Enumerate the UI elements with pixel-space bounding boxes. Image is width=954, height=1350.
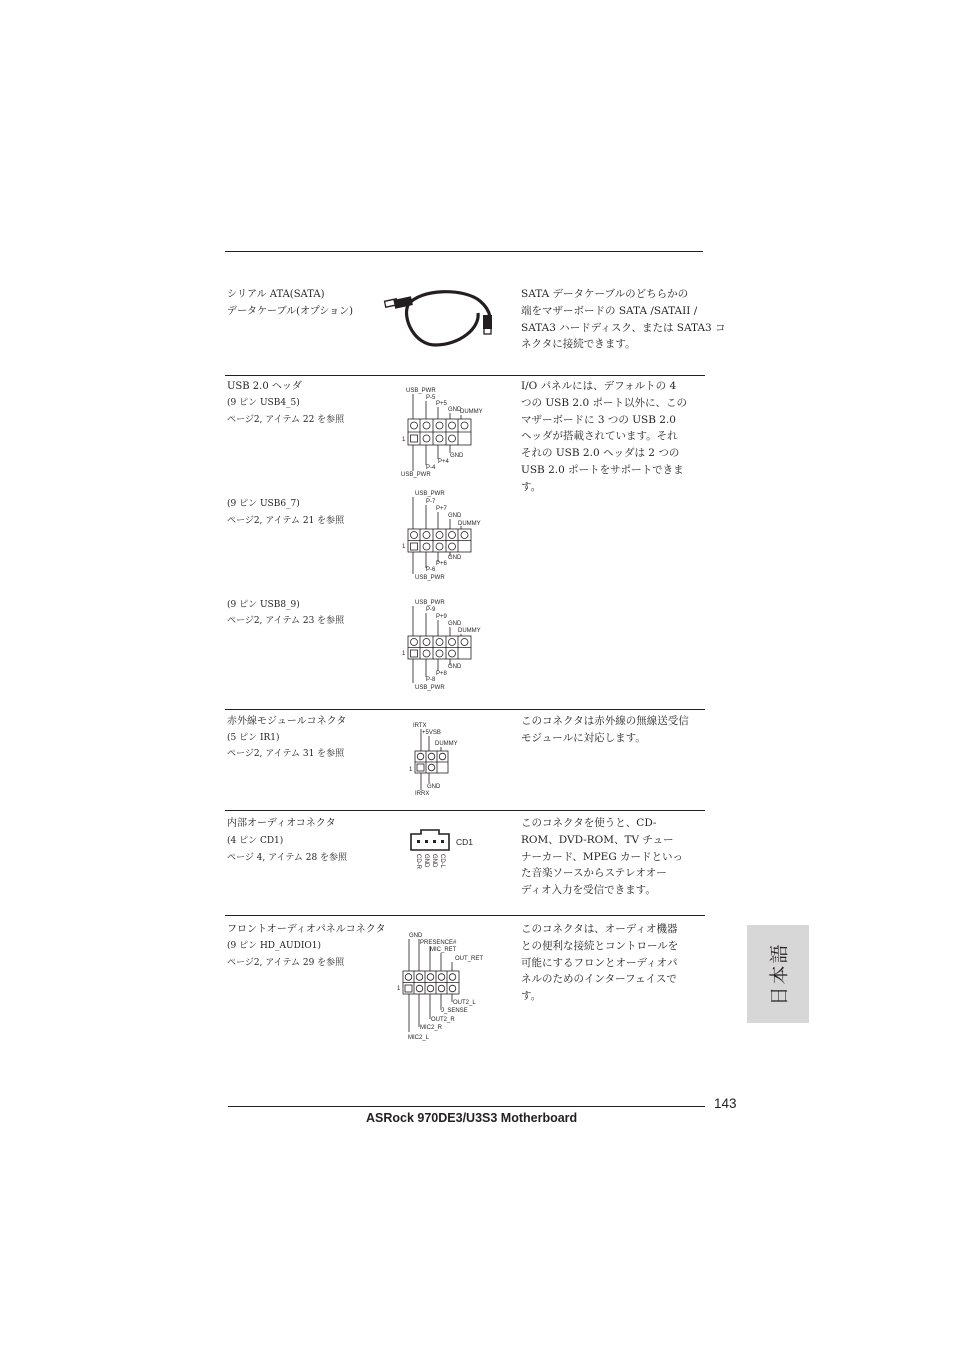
hdaudio-pins: (9 ピン HD_AUDIO1) bbox=[227, 941, 321, 951]
ir-description bbox=[521, 713, 713, 747]
usb-pwr-label: USB_PWR bbox=[401, 472, 431, 478]
cd-title: 内部オーディオコネクタ bbox=[227, 818, 336, 829]
section-divider bbox=[225, 375, 705, 376]
top-rule bbox=[225, 251, 703, 252]
usb89-pins: (9 ピン USB8_9) bbox=[227, 600, 300, 610]
p-minus-label: P-5 bbox=[426, 395, 436, 401]
ir-title: 赤外線モジュールコネクタ bbox=[227, 716, 347, 727]
sata-cable-illustration bbox=[380, 283, 510, 353]
gnd-label: GND bbox=[448, 407, 462, 413]
pin1-label: 1 bbox=[402, 651, 406, 657]
mic2-l-label: MIC2_L bbox=[408, 1035, 430, 1041]
section-divider bbox=[225, 915, 705, 916]
out-ret-label: OUT_RET bbox=[455, 956, 484, 962]
language-tab bbox=[747, 925, 809, 1023]
sata-description bbox=[521, 286, 726, 353]
page-number: 143 bbox=[714, 1096, 737, 1111]
gnd-label: GND bbox=[431, 854, 437, 868]
sata-desc-line: SATA データケーブルのどちらかの bbox=[521, 288, 689, 300]
j-sense-label: J_SENSE bbox=[441, 1008, 468, 1014]
p-minus-label: P-7 bbox=[426, 499, 436, 505]
usb45-pins: (9 ピン USB4_5) bbox=[227, 398, 300, 408]
out2-l-label: OUT2_L bbox=[453, 1000, 476, 1006]
p-plus-label: P+6 bbox=[436, 561, 447, 567]
sata-desc-line: SATA3 ハードディスク、または SATA3 コ bbox=[521, 321, 726, 334]
gnd-label: GND bbox=[448, 664, 462, 670]
gnd-label: GND bbox=[423, 854, 429, 868]
usb-pwr-label: USB_PWR bbox=[415, 600, 445, 606]
section-divider bbox=[225, 709, 705, 710]
mic2-r-label: MIC2_R bbox=[420, 1025, 443, 1031]
section-divider bbox=[225, 810, 705, 811]
usb-desc-line: つの USB 2.0 ポート以外に、この bbox=[521, 396, 687, 409]
usb-desc-line: マザーボードに 3 つの USB 2.0 bbox=[521, 413, 676, 426]
footer-product-title: ASRock 970DE3/U3S3 Motherboard bbox=[366, 1111, 578, 1125]
usb-title: USB 2.0 ヘッダ bbox=[227, 381, 302, 392]
ir-desc-line: モジュールに対応します。 bbox=[521, 731, 646, 744]
hdaudio-desc-line: との便利な接続とコントロールを bbox=[521, 939, 679, 952]
usb-desc-line: す。 bbox=[521, 480, 542, 493]
usb-pwr-label: USB_PWR bbox=[406, 388, 436, 394]
usb67-ref: ページ2, アイテム 21 を参照 bbox=[227, 516, 345, 526]
cd-ref: ページ 4, アイテム 28 を参照 bbox=[227, 853, 348, 863]
presence-label: PRESENCE# bbox=[420, 940, 457, 946]
dummy-label: DUMMY bbox=[460, 409, 483, 415]
cd-r-label: CD-R bbox=[415, 854, 421, 869]
pin1-label: 1 bbox=[397, 986, 401, 992]
p-plus-label: P+7 bbox=[436, 506, 447, 512]
usb-desc-line: I/O パネルには、デフォルトの 4 bbox=[521, 380, 677, 392]
usb89-ref: ページ2, アイテム 23 を参照 bbox=[227, 616, 345, 626]
cd-desc-line: ナーカード、MPEG カードといっ bbox=[521, 850, 684, 863]
hdaudio-desc-line: このコネクタは、オーディオ機器 bbox=[521, 923, 678, 935]
hdaudio-header-diagram bbox=[395, 926, 495, 1044]
cd-description bbox=[521, 815, 713, 899]
hdaudio-desc-line: す。 bbox=[521, 990, 542, 1003]
cd-desc-line: このコネクタを使うと、CD- bbox=[521, 817, 657, 829]
usb-pwr-label: USB_PWR bbox=[415, 575, 445, 581]
dummy-label: DUMMY bbox=[458, 628, 481, 634]
hdaudio-desc-line: 可能にするフロンとオーディオパ bbox=[521, 956, 678, 969]
p-minus-label: P-4 bbox=[426, 465, 436, 471]
p-minus-label: P-8 bbox=[426, 677, 436, 683]
sata-title: シリアル ATA(SATA) bbox=[227, 289, 325, 300]
usb-pwr-label: USB_PWR bbox=[415, 685, 445, 691]
p-minus-label: P-9 bbox=[426, 607, 436, 613]
sata-subtitle: データケーブル(オプション) bbox=[227, 306, 354, 317]
gnd-label: GND bbox=[450, 453, 464, 459]
p-minus-label: P-6 bbox=[426, 567, 436, 573]
gnd-label: GND bbox=[448, 513, 462, 519]
pin1-label: 1 bbox=[409, 767, 413, 773]
cd-l-label: CD-L bbox=[439, 854, 445, 869]
usb-description bbox=[521, 378, 713, 496]
usb-desc-line: それの USB 2.0 ヘッダは 2 つの bbox=[521, 447, 680, 460]
usb-desc-line: USB 2.0 ポートをサポートできま bbox=[521, 463, 684, 476]
usb45-ref: ページ2, アイテム 22 を参照 bbox=[227, 415, 345, 425]
pin1-label: 1 bbox=[402, 437, 406, 443]
p-plus-label: P+5 bbox=[436, 401, 447, 407]
sata-desc-line: 端をマザーボードの SATA /SATAII / bbox=[521, 304, 698, 317]
usb-pwr-label: USB_PWR bbox=[415, 491, 445, 497]
mic-ret-label: MIC_RET bbox=[430, 947, 457, 953]
sata-desc-line: ネクタに接続できます。 bbox=[521, 338, 636, 351]
ir-ref: ページ2, アイテム 31 を参照 bbox=[227, 749, 345, 759]
cd1-label: CD1 bbox=[456, 837, 474, 847]
footer-rule bbox=[228, 1106, 705, 1107]
hdaudio-title: フロントオーディオパネルコネクタ bbox=[227, 924, 386, 935]
usb89-header-diagram bbox=[398, 595, 490, 691]
irtx-label: IRTX bbox=[413, 723, 427, 729]
gnd-label: GND bbox=[448, 621, 462, 627]
dummy-label: DUMMY bbox=[458, 521, 481, 527]
out2-r-label: OUT2_R bbox=[431, 1017, 455, 1023]
ir-header-diagram bbox=[405, 718, 475, 798]
hdaudio-ref: ページ2, アイテム 29 を参照 bbox=[227, 958, 345, 968]
p-plus-label: P+8 bbox=[436, 671, 447, 677]
cd-pins: (4 ピン CD1) bbox=[227, 836, 284, 846]
pin1-label: 1 bbox=[402, 544, 406, 550]
hdaudio-description bbox=[521, 921, 713, 1005]
cd-desc-line: た音楽ソースからステレオオー bbox=[521, 867, 667, 880]
p-plus-label: P+9 bbox=[436, 614, 447, 620]
cd-connector-diagram bbox=[405, 826, 495, 884]
irrx-label: IRRX bbox=[415, 791, 430, 797]
language-tab-label: 日本語 bbox=[768, 942, 791, 1006]
vsb-label: +5VSB bbox=[422, 730, 441, 736]
ir-desc-line: このコネクタは赤外線の無線送受信 bbox=[521, 715, 689, 727]
usb67-header-diagram bbox=[398, 486, 490, 582]
gnd-label: GND bbox=[409, 933, 423, 939]
usb67-pins: (9 ピン USB6_7) bbox=[227, 499, 300, 509]
cd-desc-line: ROM、DVD-ROM、TV チュー bbox=[521, 833, 674, 846]
gnd-label: GND bbox=[448, 555, 462, 561]
usb45-header-diagram bbox=[398, 383, 490, 479]
gnd-label: GND bbox=[427, 784, 441, 790]
hdaudio-desc-line: ネルのためのインターフェイスで bbox=[521, 973, 677, 986]
ir-pins: (5 ピン IR1) bbox=[227, 733, 280, 743]
usb-desc-line: ヘッダが搭載されています。それ bbox=[521, 430, 678, 443]
dummy-label: DUMMY bbox=[435, 741, 458, 747]
p-plus-label: P+4 bbox=[438, 459, 449, 465]
cd-desc-line: ディオ入力を受信できます。 bbox=[521, 884, 656, 897]
